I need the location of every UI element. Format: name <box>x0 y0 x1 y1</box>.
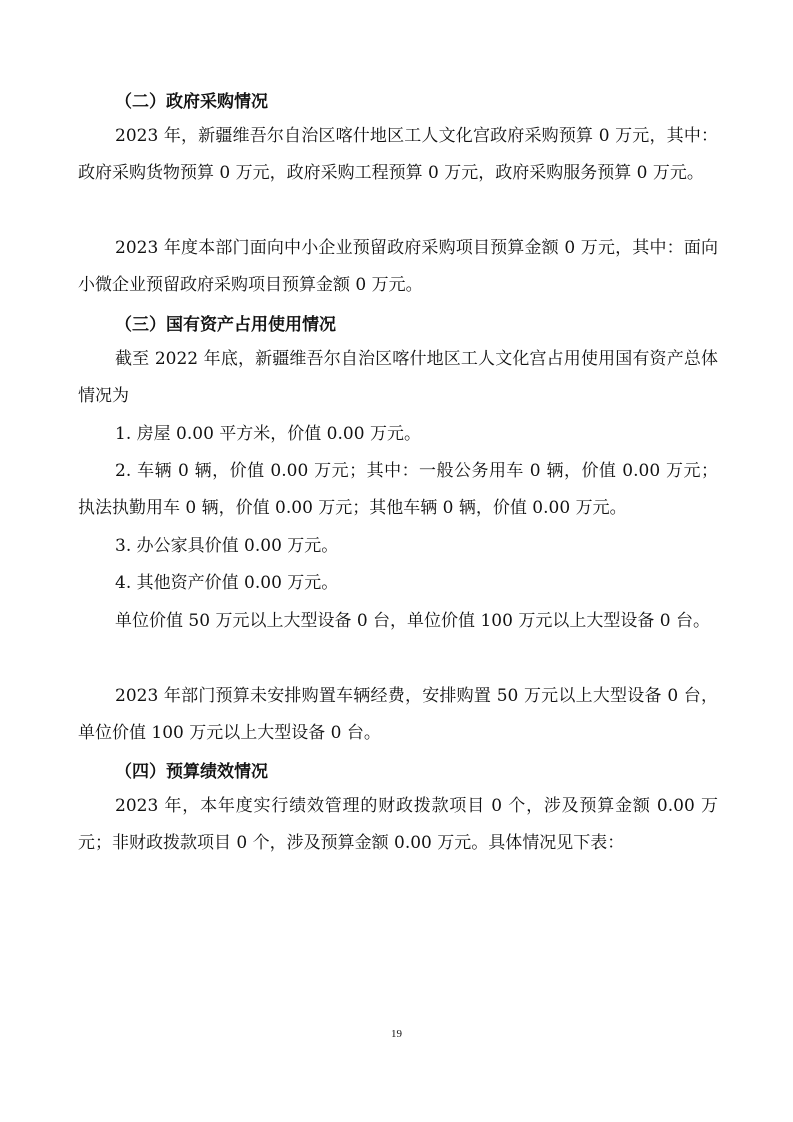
paragraph-assets-overview: 截至 2022 年底，新疆维吾尔自治区喀什地区工人文化宫占用使用国有资产总体情况为 <box>78 349 718 406</box>
paragraph-large-equipment: 单位价值 50 万元以上大型设备 0 台，单位价值 100 万元以上大型设备 0 台。 <box>115 611 710 631</box>
section-heading-procurement: （二）政府采购情况 <box>115 92 268 112</box>
section-heading-state-assets: （三）国有资产占用使用情况 <box>115 315 336 335</box>
paragraph-assets-furniture: 3. 办公家具价值 0.00 万元。 <box>115 536 339 556</box>
section-heading-performance: （四）预算绩效情况 <box>115 762 268 782</box>
paragraph-performance-projects: 2023 年，本年度实行绩效管理的财政拨款项目 0 个，涉及预算金额 0.00 万元；非财政拨款项目 0 个，涉及预算金额 0.00 万元。具体情况见下表： <box>78 796 718 853</box>
paragraph-assets-vehicles: 2. 车辆 0 辆，价值 0.00 万元；其中：一般公务用车 0 辆，价值 0.00 万元；执法执勤用车 0 辆，价值 0.00 万元；其他车辆 0 辆，价值 0.00 万元。 <box>78 461 718 518</box>
page-number: 19 <box>391 1028 402 1040</box>
paragraph-procurement-budget: 2023 年，新疆维吾尔自治区喀什地区工人文化宫政府采购预算 0 万元，其中：政府采购货物预算 0 万元，政府采购工程预算 0 万元，政府采购服务预算 0 万元。 <box>78 126 718 183</box>
paragraph-2023-purchase-plan: 2023 年部门预算未安排购置车辆经费，安排购置 50 万元以上大型设备 0 台，单位价值 100 万元以上大型设备 0 台。 <box>78 686 718 743</box>
paragraph-assets-other: 4. 其他资产价值 0.00 万元。 <box>115 573 339 593</box>
paragraph-assets-housing: 1. 房屋 0.00 平方米，价值 0.00 万元。 <box>115 424 421 444</box>
paragraph-sme-reserved: 2023 年度本部门面向中小企业预留政府采购项目预算金额 0 万元，其中：面向小微企业预留政府采购项目预算金额 0 万元。 <box>78 238 718 295</box>
